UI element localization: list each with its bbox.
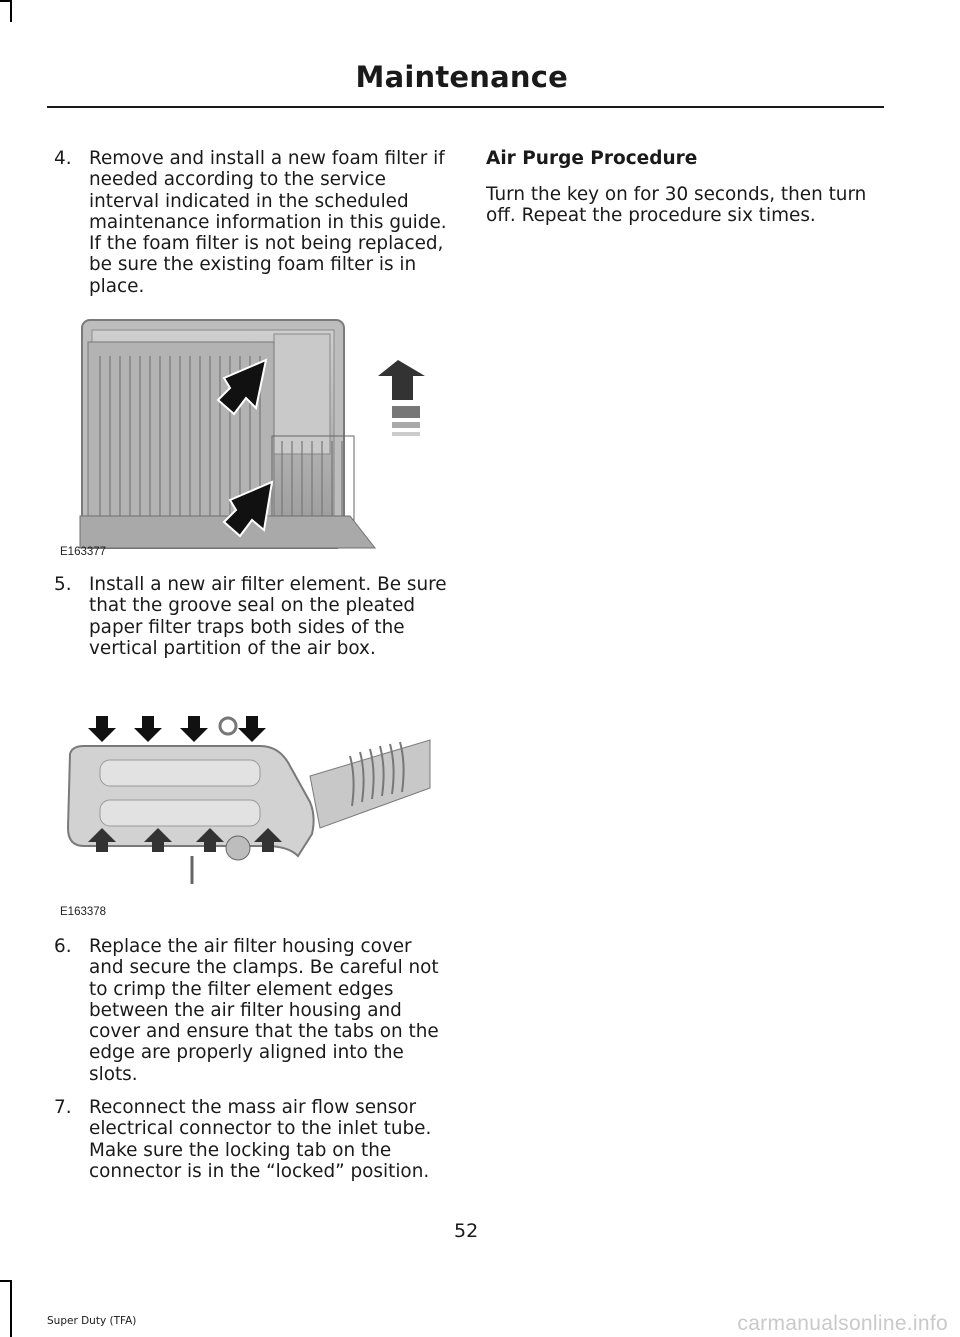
left-column-step5 bbox=[54, 574, 448, 659]
figure-foam-filter bbox=[60, 316, 440, 560]
page-title: Maintenance bbox=[355, 60, 568, 94]
step-5 bbox=[54, 574, 448, 659]
crop-mark bbox=[10, 1280, 12, 1337]
figure-filter-housing bbox=[60, 716, 440, 926]
right-column bbox=[486, 148, 884, 227]
step-number: 7. bbox=[54, 1097, 72, 1119]
step-4 bbox=[54, 148, 448, 297]
step-text: Reconnect the mass air flow sensor electrical connector to the inlet tube. Make sure the locking tab on the connector is in the “locked” position. bbox=[89, 1097, 432, 1182]
footer-model: Super Duty (TFA) bbox=[47, 1315, 137, 1327]
step-text: Remove and install a new foam filter if needed according to the service interval indicated in the scheduled maintenance information in this guide. If the foam filter is not being replaced, be sure the existing foam filter is in place. bbox=[89, 148, 447, 297]
crop-mark bbox=[10, 0, 12, 22]
page-number: 52 bbox=[454, 1220, 479, 1242]
section-text: Turn the key on for 30 seconds, then turn off. Repeat the procedure six times. bbox=[486, 184, 867, 227]
step-number: 4. bbox=[54, 148, 72, 169]
crop-mark bbox=[0, 0, 10, 2]
left-column-steps6-7 bbox=[54, 936, 448, 1182]
section-heading: Air Purge Procedure bbox=[486, 148, 698, 169]
watermark: carmanualsonline.info bbox=[737, 1312, 948, 1335]
figure-code: E163378 bbox=[60, 906, 107, 918]
step-6 bbox=[54, 936, 448, 1085]
filter-housing-illustration bbox=[60, 716, 440, 926]
header-divider bbox=[47, 106, 884, 108]
step-number: 6. bbox=[54, 936, 72, 957]
air-box-illustration bbox=[60, 316, 440, 560]
crop-mark bbox=[0, 1280, 10, 1282]
figure-code: E163377 bbox=[60, 546, 107, 558]
step-number: 5. bbox=[54, 574, 72, 595]
step-text: Replace the air filter housing cover and secure the clamps. Be careful not to crimp the filter element edges between the air filter housing and cover and ensure that the tabs on the edge are properly aligned into the slots. bbox=[89, 936, 439, 1085]
step-7 bbox=[54, 1097, 448, 1182]
step-text: Install a new air filter element. Be sure that the groove seal on the pleated paper filter traps both sides of the vertical partition of the air box. bbox=[89, 574, 447, 659]
left-column bbox=[54, 148, 448, 297]
